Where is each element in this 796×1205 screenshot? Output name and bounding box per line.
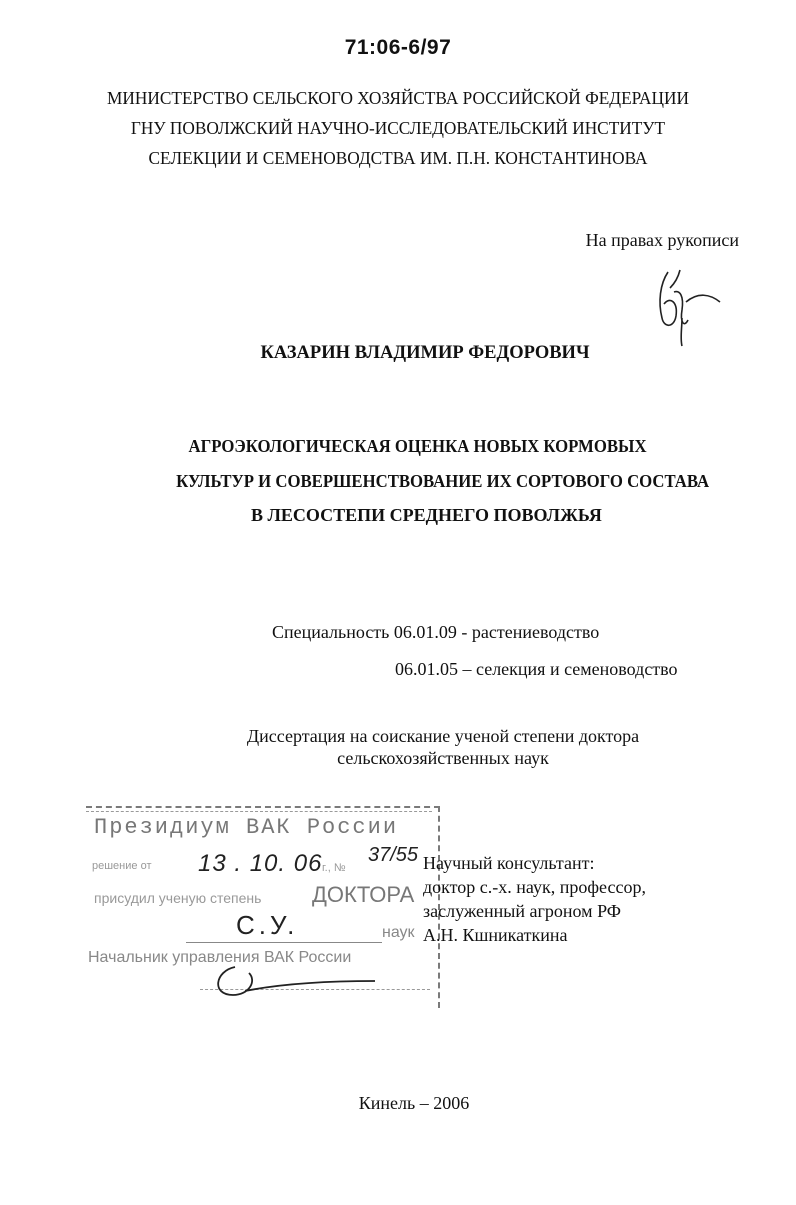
vak-stamp-number-label: г., № — [322, 862, 346, 874]
title-line-3: В ЛЕСОСТЕПИ СРЕДНЕГО ПОВОЛЖЬЯ — [251, 505, 602, 525]
vak-stamp-awarded-label: присудил ученую степень — [94, 890, 262, 906]
vak-stamp-field: С.У. — [236, 910, 299, 940]
vak-stamp-border — [86, 811, 432, 813]
author-signature — [640, 262, 730, 354]
vak-stamp-sciences: наук — [382, 924, 415, 941]
consultant-name: А.Н. Кшникаткина — [423, 925, 568, 945]
institute-line: ГНУ ПОВОЛЖСКИЙ НАУЧНО-ИССЛЕДОВАТЕЛЬСКИЙ ИНСТИТУТ — [130, 118, 666, 138]
vak-stamp-title: Президиум ВАК России — [94, 815, 399, 840]
vak-stamp-date: 13 . 10. 06 — [198, 850, 323, 877]
archive-code: 71:06-6/97 — [344, 36, 452, 59]
title-line-1: АГРОЭКОЛОГИЧЕСКАЯ ОЦЕНКА НОВЫХ КОРМОВЫХ — [188, 436, 647, 456]
vak-head-signature — [205, 955, 395, 1005]
dissertation-field-line: сельскохозяйственных наук — [337, 748, 549, 768]
vak-stamp-decision-label: решение от — [92, 860, 152, 872]
vak-stamp-head-title: Начальник управления ВАК России — [88, 949, 352, 966]
manuscript-rights-note: На правах рукописи — [585, 230, 739, 250]
consultant-heading: Научный консультант: — [423, 853, 595, 873]
vak-stamp-field-underline — [186, 942, 382, 943]
city-year: Кинель – 2006 — [358, 1093, 470, 1113]
specialty-primary: Специальность 06.01.09 - растениеводство — [272, 622, 600, 642]
consultant-degree: доктор с.-х. наук, профессор, — [423, 877, 646, 897]
specialty-secondary: 06.01.05 – селекция и семеноводство — [395, 659, 678, 679]
vak-stamp-degree: ДОКТОРА — [312, 882, 415, 907]
ministry-line: МИНИСТЕРСТВО СЕЛЬСКОГО ХОЗЯЙСТВА РОССИЙСКОЙ ФЕДЕРАЦИИ — [107, 88, 689, 108]
title-line-2: КУЛЬТУР И СОВЕРШЕНСТВОВАНИЕ ИХ СОРТОВОГО СОСТАВА — [176, 471, 710, 491]
dissertation-degree-line: Диссертация на соискание ученой степени доктора — [246, 726, 640, 746]
institute-name-line: СЕЛЕКЦИИ И СЕМЕНОВОДСТВА ИМ. П.Н. КОНСТАНТИНОВА — [148, 148, 648, 168]
consultant-title: заслуженный агроном РФ — [423, 901, 621, 921]
vak-stamp-number: 37/55 — [368, 844, 419, 866]
author-name: КАЗАРИН ВЛАДИМИР ФЕДОРОВИЧ — [260, 343, 590, 363]
